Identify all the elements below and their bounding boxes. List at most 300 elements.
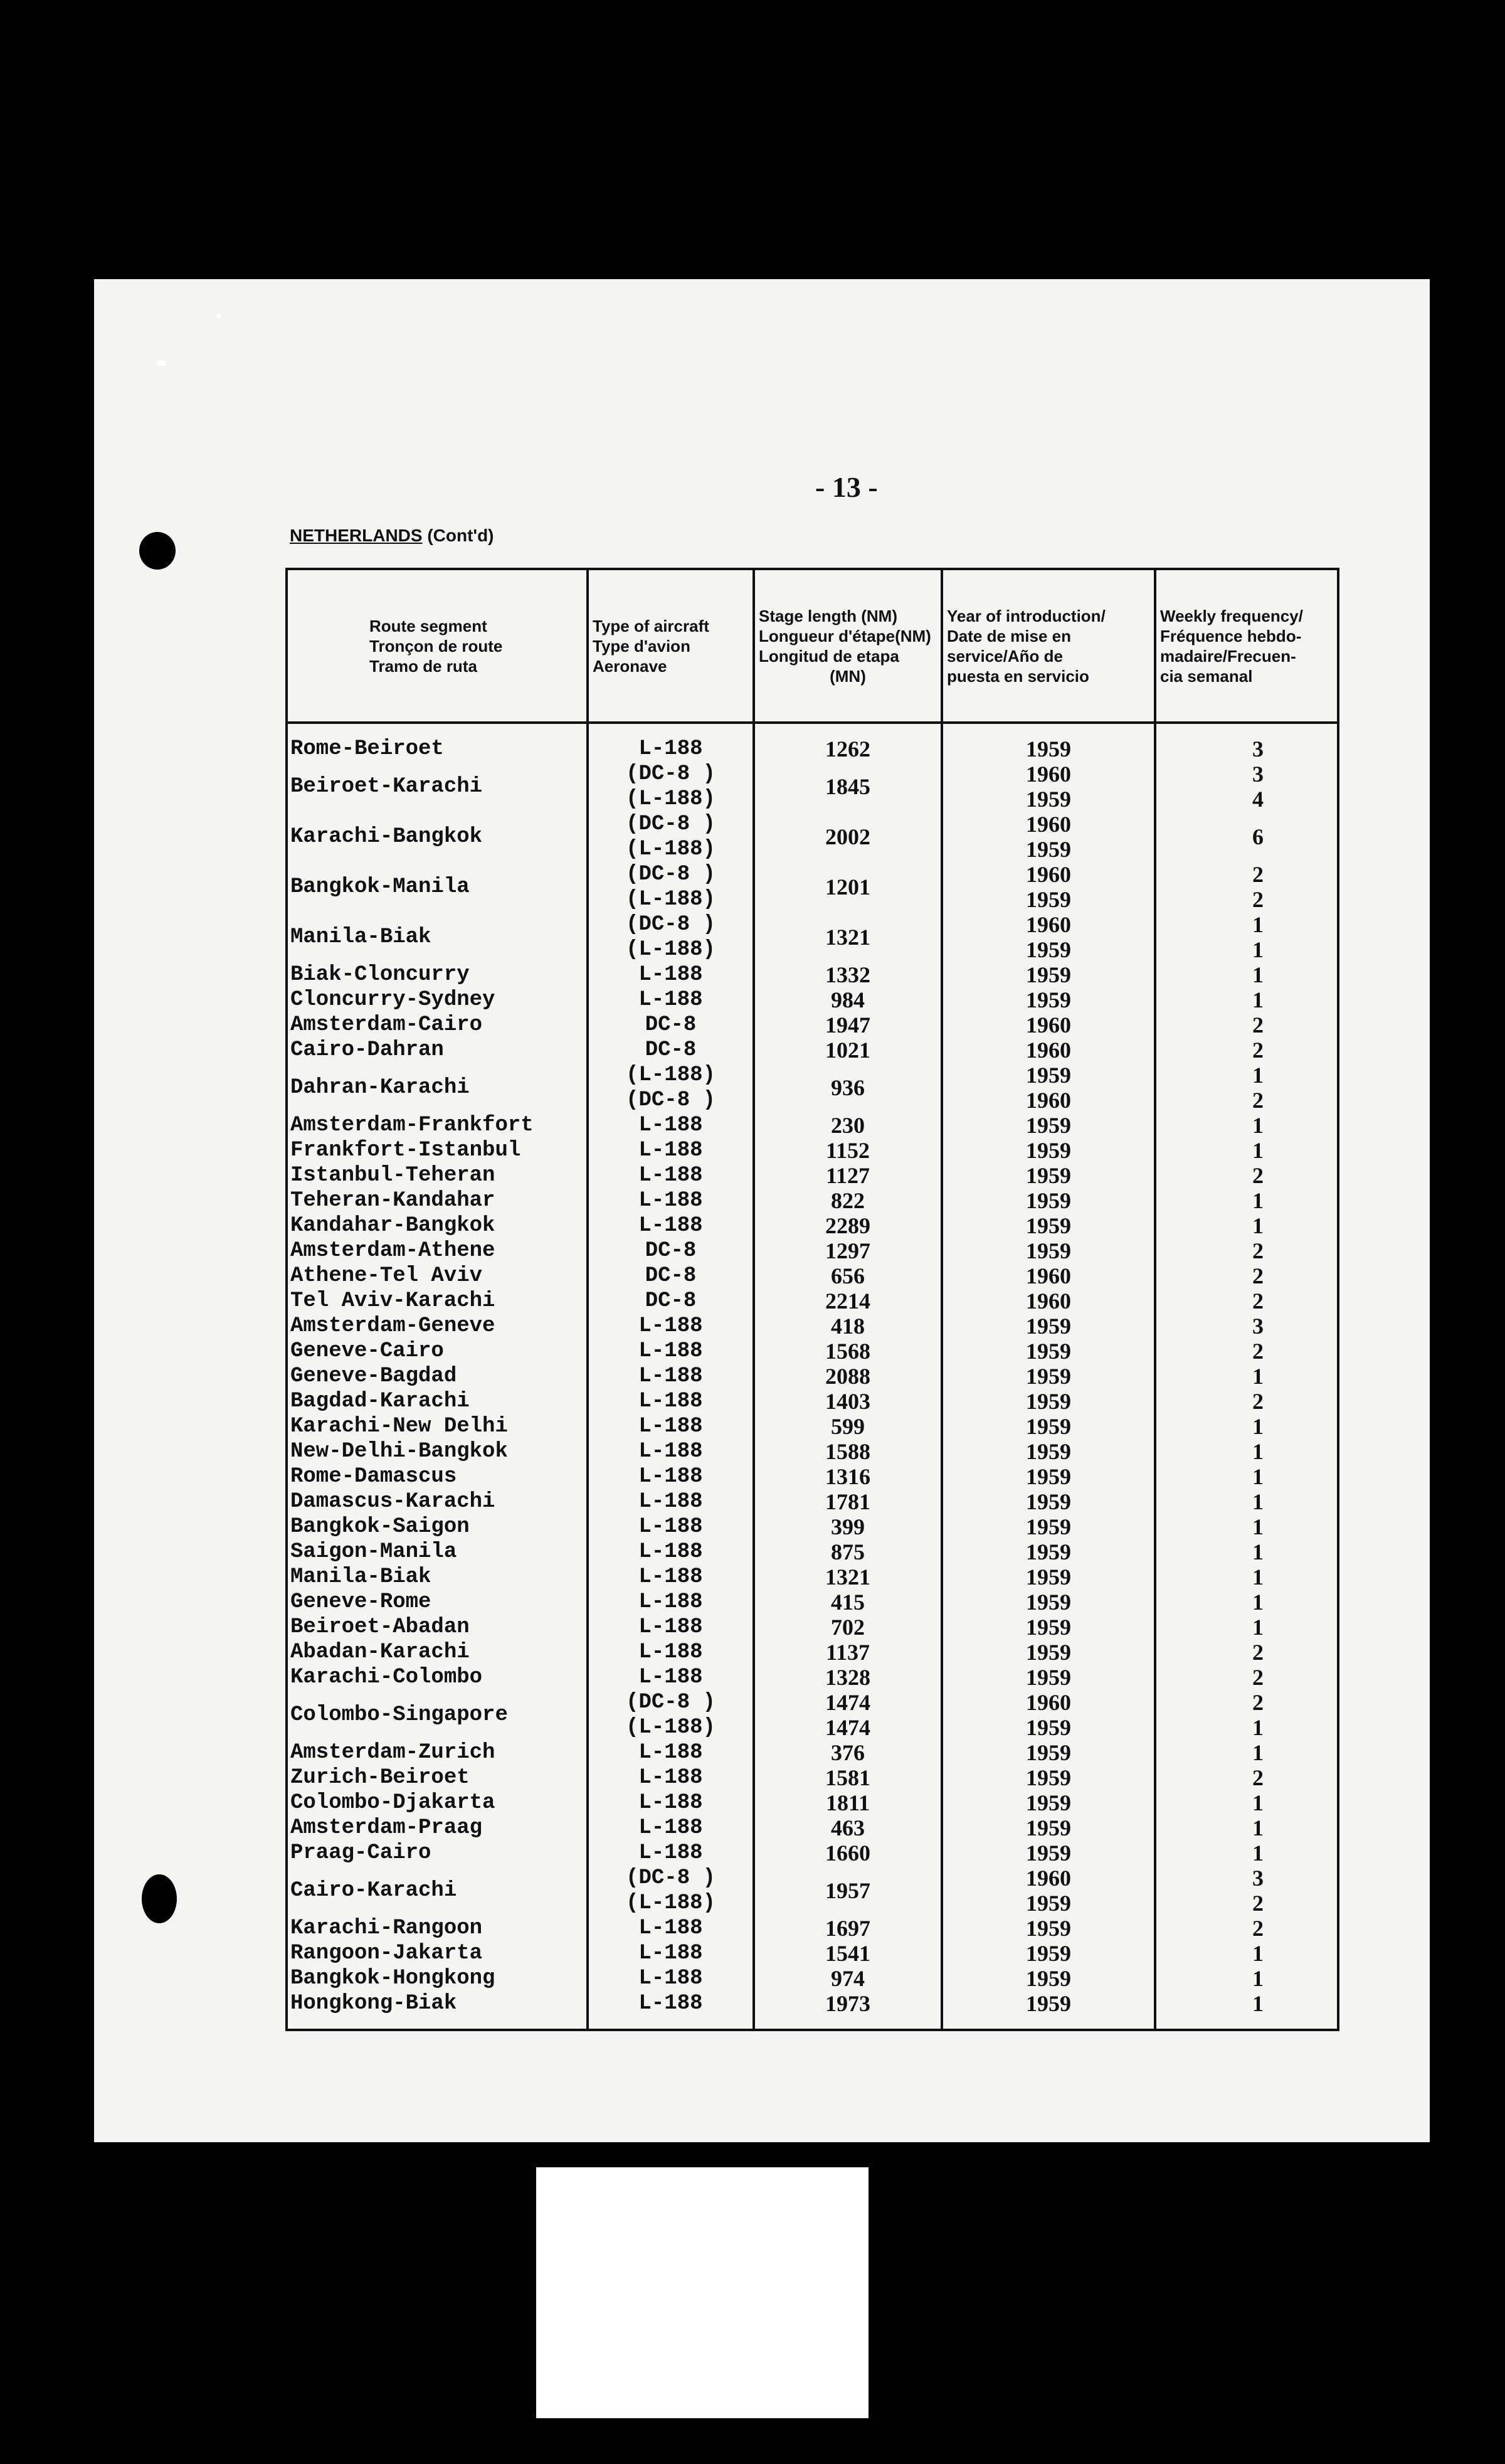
year-introduced xyxy=(942,812,1155,862)
route-segment: Praag-Cairo xyxy=(287,1840,588,1866)
table-row xyxy=(287,1138,1338,1163)
frequency-value: 2 xyxy=(1252,887,1264,912)
aircraft-value: L-188 xyxy=(638,1164,703,1187)
year-value: 1959 xyxy=(1026,962,1071,987)
aircraft-value: L-188 xyxy=(638,1415,703,1438)
year-introduced xyxy=(942,1941,1155,1966)
weekly-frequency xyxy=(1155,1615,1338,1640)
year-value: 1959 xyxy=(1026,987,1071,1012)
frequency-value: 2 xyxy=(1252,1263,1264,1288)
aircraft-value: L-188 xyxy=(638,1314,703,1338)
year-value: 1959 xyxy=(1026,1891,1071,1916)
route-segment: Abadan-Karachi xyxy=(287,1640,588,1665)
year-value: 1959 xyxy=(1026,1815,1071,1840)
weekly-frequency xyxy=(1155,1288,1338,1314)
header-line: Type of aircraft xyxy=(593,616,709,635)
route-segment: Geneve-Cairo xyxy=(287,1339,588,1364)
aircraft-value: L-188 xyxy=(638,963,703,987)
weekly-frequency xyxy=(1155,1564,1338,1590)
year-value: 1959 xyxy=(1026,1364,1071,1389)
frequency-value: 2 xyxy=(1252,1665,1264,1690)
aircraft-value: (L-188) xyxy=(626,1063,716,1087)
stage-length: 974 xyxy=(754,1966,942,1991)
aircraft-type xyxy=(588,1314,754,1339)
table-row xyxy=(287,987,1338,1012)
aircraft-type xyxy=(588,1138,754,1163)
year-introduced xyxy=(942,1840,1155,1866)
route-segment: Cairo-Dahran xyxy=(287,1038,588,1063)
aircraft-value: (DC-8 ) xyxy=(626,812,716,836)
header-line: Stage length (NM) xyxy=(759,606,897,625)
aircraft-type xyxy=(588,1790,754,1815)
stage-length: 2002 xyxy=(754,812,942,862)
frequency-value: 1 xyxy=(1252,1439,1264,1464)
year-value: 1959 xyxy=(1026,1539,1071,1564)
year-introduced xyxy=(942,1590,1155,1615)
route-segment: Hongkong-Biak xyxy=(287,1991,588,2016)
table-row xyxy=(287,1916,1338,1941)
weekly-frequency xyxy=(1155,1238,1338,1263)
frequency-value: 3 xyxy=(1252,1314,1264,1339)
aircraft-value: (L-188) xyxy=(626,938,716,962)
frequency-value: 2 xyxy=(1252,1288,1264,1314)
stage-length: 463 xyxy=(754,1815,942,1840)
header-line: Date de mise en xyxy=(947,626,1071,645)
frequency-value: 1 xyxy=(1252,1991,1264,2016)
stage-length: 2088 xyxy=(754,1364,942,1389)
table-row xyxy=(287,762,1338,812)
stage-length: 875 xyxy=(754,1539,942,1564)
stage-value: 1474 xyxy=(825,1690,870,1715)
year-value: 1959 xyxy=(1026,1615,1071,1640)
route-segment: Bangkok-Hongkong xyxy=(287,1966,588,1991)
weekly-frequency xyxy=(1155,1590,1338,1615)
weekly-frequency xyxy=(1155,1640,1338,1665)
aircraft-type xyxy=(588,1941,754,1966)
year-value: 1959 xyxy=(1026,887,1071,912)
aircraft-value: L-188 xyxy=(638,737,703,761)
weekly-frequency xyxy=(1155,736,1338,762)
table-row xyxy=(287,1263,1338,1288)
year-introduced xyxy=(942,1489,1155,1514)
header-route xyxy=(287,569,588,723)
aircraft-type xyxy=(588,912,754,962)
year-introduced xyxy=(942,1866,1155,1916)
year-value: 1959 xyxy=(1026,1740,1071,1765)
aircraft-value: L-188 xyxy=(638,1992,703,2015)
stage-length: 1781 xyxy=(754,1489,942,1514)
weekly-frequency xyxy=(1155,1364,1338,1389)
stage-length: 1321 xyxy=(754,912,942,962)
route-segment: Karachi-Rangoon xyxy=(287,1916,588,1941)
section-heading xyxy=(290,526,494,546)
table-row xyxy=(287,1163,1338,1188)
route-segment: Colombo-Djakarta xyxy=(287,1790,588,1815)
table-row xyxy=(287,862,1338,912)
route-segment: Karachi-New Delhi xyxy=(287,1414,588,1439)
table-row xyxy=(287,812,1338,862)
aircraft-value: L-188 xyxy=(638,1916,703,1940)
weekly-frequency xyxy=(1155,1514,1338,1539)
weekly-frequency xyxy=(1155,1012,1338,1038)
year-introduced xyxy=(942,1640,1155,1665)
frequency-value: 2 xyxy=(1252,1640,1264,1665)
year-value: 1959 xyxy=(1026,1715,1071,1740)
frequency-value: 1 xyxy=(1252,912,1264,937)
weekly-frequency xyxy=(1155,1188,1338,1213)
year-introduced xyxy=(942,987,1155,1012)
route-segment: Amsterdam-Athene xyxy=(287,1238,588,1263)
stage-length: 1581 xyxy=(754,1765,942,1790)
year-value: 1959 xyxy=(1026,1514,1071,1539)
speck xyxy=(216,314,221,319)
year-value: 1960 xyxy=(1026,1866,1071,1891)
stage-length: 1973 xyxy=(754,1991,942,2016)
header-line: service/Año de xyxy=(947,646,1063,666)
route-segment: Zurich-Beiroet xyxy=(287,1765,588,1790)
stage-length: 1845 xyxy=(754,762,942,812)
table-row xyxy=(287,736,1338,762)
year-value: 1960 xyxy=(1026,1038,1071,1063)
weekly-frequency xyxy=(1155,1539,1338,1564)
year-value: 1959 xyxy=(1026,1138,1071,1163)
aircraft-value: L-188 xyxy=(638,1791,703,1815)
table-row xyxy=(287,1188,1338,1213)
frequency-value: 1 xyxy=(1252,1464,1264,1489)
stage-length: 1021 xyxy=(754,1038,942,1063)
aircraft-type xyxy=(588,1690,754,1740)
weekly-frequency xyxy=(1155,1840,1338,1866)
aircraft-type xyxy=(588,1489,754,1514)
stage-length: 1588 xyxy=(754,1439,942,1464)
aircraft-type xyxy=(588,1539,754,1564)
weekly-frequency xyxy=(1155,1339,1338,1364)
weekly-frequency xyxy=(1155,812,1338,862)
year-value: 1959 xyxy=(1026,1314,1071,1339)
aircraft-value: L-188 xyxy=(638,1389,703,1413)
aircraft-value: L-188 xyxy=(638,1113,703,1137)
table-row xyxy=(287,1790,1338,1815)
year-introduced xyxy=(942,1213,1155,1238)
header-line: Weekly frequency/ xyxy=(1160,606,1303,625)
aircraft-type xyxy=(588,1564,754,1590)
aircraft-value: (L-188) xyxy=(626,1716,716,1739)
header-frequency xyxy=(1155,569,1338,723)
year-value: 1959 xyxy=(1026,1590,1071,1615)
header-line: Year of introduction/ xyxy=(947,606,1106,625)
year-introduced xyxy=(942,1740,1155,1765)
stage-length: 1321 xyxy=(754,1564,942,1590)
aircraft-type xyxy=(588,1113,754,1138)
year-introduced xyxy=(942,1138,1155,1163)
stage-value: 1474 xyxy=(825,1715,870,1740)
year-introduced xyxy=(942,1238,1155,1263)
route-segment: Amsterdam-Cairo xyxy=(287,1012,588,1038)
aircraft-type xyxy=(588,1389,754,1414)
year-introduced xyxy=(942,1364,1155,1389)
route-segment: New-Delhi-Bangkok xyxy=(287,1439,588,1464)
year-value: 1960 xyxy=(1026,1012,1071,1038)
stage-length: 1262 xyxy=(754,736,942,762)
year-value: 1960 xyxy=(1026,1088,1071,1113)
frequency-value: 1 xyxy=(1252,962,1264,987)
route-segment: Rome-Beiroet xyxy=(287,736,588,762)
year-introduced xyxy=(942,1439,1155,1464)
year-introduced xyxy=(942,862,1155,912)
stage-length: 936 xyxy=(754,1063,942,1113)
year-value: 1959 xyxy=(1026,1991,1071,2016)
aircraft-value: (DC-8 ) xyxy=(626,913,716,937)
route-segment: Teheran-Kandahar xyxy=(287,1188,588,1213)
stage-length: 418 xyxy=(754,1314,942,1339)
aircraft-value: L-188 xyxy=(638,1640,703,1664)
table-row xyxy=(287,962,1338,987)
year-introduced xyxy=(942,736,1155,762)
frequency-value: 1 xyxy=(1252,1113,1264,1138)
table-row xyxy=(287,1564,1338,1590)
frequency-value: 1 xyxy=(1252,1740,1264,1765)
frequency-value: 2 xyxy=(1252,1916,1264,1941)
year-introduced xyxy=(942,1012,1155,1038)
table-row xyxy=(287,1615,1338,1640)
table-row xyxy=(287,1314,1338,1339)
frequency-value: 1 xyxy=(1252,1840,1264,1866)
route-segment: Karachi-Bangkok xyxy=(287,812,588,862)
frequency-value: 1 xyxy=(1252,1489,1264,1514)
year-introduced xyxy=(942,1389,1155,1414)
frequency-value: 1 xyxy=(1252,1615,1264,1640)
year-introduced xyxy=(942,1288,1155,1314)
header-line: puesta en servicio xyxy=(947,666,1089,686)
header-line: (MN) xyxy=(830,666,866,686)
route-segment: Athene-Tel Aviv xyxy=(287,1263,588,1288)
aircraft-type xyxy=(588,1866,754,1916)
weekly-frequency xyxy=(1155,1063,1338,1113)
aircraft-type xyxy=(588,1238,754,1263)
weekly-frequency xyxy=(1155,1790,1338,1815)
weekly-frequency xyxy=(1155,1991,1338,2016)
weekly-frequency xyxy=(1155,1439,1338,1464)
aircraft-value: L-188 xyxy=(638,1540,703,1564)
weekly-frequency xyxy=(1155,1213,1338,1238)
table-row xyxy=(287,912,1338,962)
year-introduced xyxy=(942,1564,1155,1590)
table-row xyxy=(287,1640,1338,1665)
aircraft-value: (L-188) xyxy=(626,888,716,911)
year-value: 1959 xyxy=(1026,1113,1071,1138)
table-row xyxy=(287,1690,1338,1740)
route-segment: Istanbul-Teheran xyxy=(287,1163,588,1188)
year-value: 1960 xyxy=(1026,812,1071,837)
aircraft-value: L-188 xyxy=(638,1565,703,1589)
table-row xyxy=(287,1514,1338,1539)
aircraft-value: L-188 xyxy=(638,1766,703,1790)
aircraft-value: (DC-8 ) xyxy=(626,1691,716,1714)
header-line: Longitud de etapa xyxy=(759,646,899,666)
frequency-value: 1 xyxy=(1252,1364,1264,1389)
year-introduced xyxy=(942,1414,1155,1439)
stage-length: 376 xyxy=(754,1740,942,1765)
stage-length: 1297 xyxy=(754,1238,942,1263)
aircraft-value: L-188 xyxy=(638,1189,703,1213)
table-row xyxy=(287,1740,1338,1765)
aircraft-value: DC-8 xyxy=(645,1264,697,1288)
aircraft-type xyxy=(588,862,754,912)
aircraft-type xyxy=(588,1590,754,1615)
aircraft-value: (DC-8 ) xyxy=(626,762,716,786)
frequency-value: 3 xyxy=(1252,736,1264,762)
year-introduced xyxy=(942,1514,1155,1539)
aircraft-value: L-188 xyxy=(638,1941,703,1965)
aircraft-type xyxy=(588,1163,754,1188)
aircraft-type xyxy=(588,1188,754,1213)
route-segment: Beiroet-Karachi xyxy=(287,762,588,812)
year-introduced xyxy=(942,1464,1155,1489)
weekly-frequency xyxy=(1155,1263,1338,1288)
year-value: 1959 xyxy=(1026,1414,1071,1439)
aircraft-value: (L-188) xyxy=(626,837,716,861)
table-body xyxy=(287,723,1338,2030)
year-value: 1959 xyxy=(1026,937,1071,962)
table-row xyxy=(287,1840,1338,1866)
aircraft-type xyxy=(588,1966,754,1991)
aircraft-value: L-188 xyxy=(638,1139,703,1162)
route-segment: Damascus-Karachi xyxy=(287,1489,588,1514)
year-value: 1959 xyxy=(1026,1916,1071,1941)
aircraft-value: L-188 xyxy=(638,1741,703,1765)
year-introduced xyxy=(942,1991,1155,2016)
route-segment: Colombo-Singapore xyxy=(287,1690,588,1740)
year-value: 1959 xyxy=(1026,1063,1071,1088)
year-introduced xyxy=(942,1063,1155,1113)
year-introduced xyxy=(942,1916,1155,1941)
year-introduced xyxy=(942,1966,1155,1991)
stage-length: 1316 xyxy=(754,1464,942,1489)
aircraft-value: L-188 xyxy=(638,1665,703,1689)
aircraft-type xyxy=(588,736,754,762)
weekly-frequency xyxy=(1155,1489,1338,1514)
table-row xyxy=(287,1339,1338,1364)
year-value: 1959 xyxy=(1026,1439,1071,1464)
stage-length: 1403 xyxy=(754,1389,942,1414)
route-segment: Cloncurry-Sydney xyxy=(287,987,588,1012)
frequency-value: 1 xyxy=(1252,1063,1264,1088)
aircraft-value: L-188 xyxy=(638,1465,703,1489)
header-aircraft xyxy=(588,569,754,723)
table-header-row xyxy=(287,569,1338,723)
table-row xyxy=(287,1539,1338,1564)
route-segment: Bagdad-Karachi xyxy=(287,1389,588,1414)
route-segment: Manila-Biak xyxy=(287,912,588,962)
frequency-value: 2 xyxy=(1252,1163,1264,1188)
frequency-value: 1 xyxy=(1252,1941,1264,1966)
aircraft-value: L-188 xyxy=(638,1590,703,1614)
stage-length: 1947 xyxy=(754,1012,942,1038)
header-line: Fréquence hebdo- xyxy=(1160,626,1302,645)
year-value: 1959 xyxy=(1026,736,1071,762)
route-segment: Tel Aviv-Karachi xyxy=(287,1288,588,1314)
route-segment: Amsterdam-Zurich xyxy=(287,1740,588,1765)
aircraft-type xyxy=(588,812,754,862)
frequency-value: 1 xyxy=(1252,1790,1264,1815)
aircraft-value: L-188 xyxy=(638,1816,703,1840)
aircraft-type xyxy=(588,1765,754,1790)
stage-length: 1332 xyxy=(754,962,942,987)
frequency-value: 2 xyxy=(1252,1038,1264,1063)
year-introduced xyxy=(942,1815,1155,1840)
header-line: Route segment xyxy=(369,616,487,635)
frequency-value: 4 xyxy=(1252,787,1264,812)
header-year xyxy=(942,569,1155,723)
table-row xyxy=(287,1866,1338,1916)
stage-length: 1568 xyxy=(754,1339,942,1364)
route-segment: Biak-Cloncurry xyxy=(287,962,588,987)
aircraft-type xyxy=(588,1038,754,1063)
aircraft-type xyxy=(588,1288,754,1314)
frequency-value: 2 xyxy=(1252,1690,1264,1715)
weekly-frequency xyxy=(1155,987,1338,1012)
stage-length: 1811 xyxy=(754,1790,942,1815)
table-row xyxy=(287,1414,1338,1439)
stage-length: 1137 xyxy=(754,1640,942,1665)
year-introduced xyxy=(942,1790,1155,1815)
year-value: 1960 xyxy=(1026,1263,1071,1288)
year-value: 1959 xyxy=(1026,787,1071,812)
aircraft-type xyxy=(588,1339,754,1364)
page-number: - 13 - xyxy=(815,471,878,503)
year-introduced xyxy=(942,1263,1155,1288)
weekly-frequency xyxy=(1155,1740,1338,1765)
aircraft-type xyxy=(588,1263,754,1288)
route-segment: Rome-Damascus xyxy=(287,1464,588,1489)
table-row xyxy=(287,1665,1338,1690)
aircraft-value: L-188 xyxy=(638,1615,703,1639)
year-value: 1959 xyxy=(1026,1163,1071,1188)
table-row xyxy=(287,1288,1338,1314)
year-introduced xyxy=(942,1765,1155,1790)
frequency-value: 1 xyxy=(1252,1966,1264,1991)
header-stage-length xyxy=(754,569,942,723)
weekly-frequency xyxy=(1155,762,1338,812)
route-segment: Beiroet-Abadan xyxy=(287,1615,588,1640)
frequency-value: 1 xyxy=(1252,1414,1264,1439)
aircraft-type xyxy=(588,1991,754,2016)
year-introduced xyxy=(942,762,1155,812)
route-segment: Dahran-Karachi xyxy=(287,1063,588,1113)
stage-length: 2214 xyxy=(754,1288,942,1314)
stage-length: 1957 xyxy=(754,1866,942,1916)
year-value: 1960 xyxy=(1026,912,1071,937)
stage-length: 415 xyxy=(754,1590,942,1615)
year-value: 1960 xyxy=(1026,862,1071,887)
aircraft-value: L-188 xyxy=(638,1364,703,1388)
year-value: 1959 xyxy=(1026,1188,1071,1213)
header-line: Tronçon de route xyxy=(369,636,503,656)
frequency-value: 1 xyxy=(1252,1188,1264,1213)
aircraft-type xyxy=(588,962,754,987)
year-introduced xyxy=(942,1339,1155,1364)
year-value: 1959 xyxy=(1026,1665,1071,1690)
aircraft-type xyxy=(588,1615,754,1640)
frequency-value: 2 xyxy=(1252,1765,1264,1790)
aircraft-value: (L-188) xyxy=(626,787,716,811)
stage-length: 1697 xyxy=(754,1916,942,1941)
frequency-value: 1 xyxy=(1252,1539,1264,1564)
aircraft-type xyxy=(588,762,754,812)
weekly-frequency xyxy=(1155,1414,1338,1439)
stage-length: 230 xyxy=(754,1113,942,1138)
route-segment: Rangoon-Jakarta xyxy=(287,1941,588,1966)
